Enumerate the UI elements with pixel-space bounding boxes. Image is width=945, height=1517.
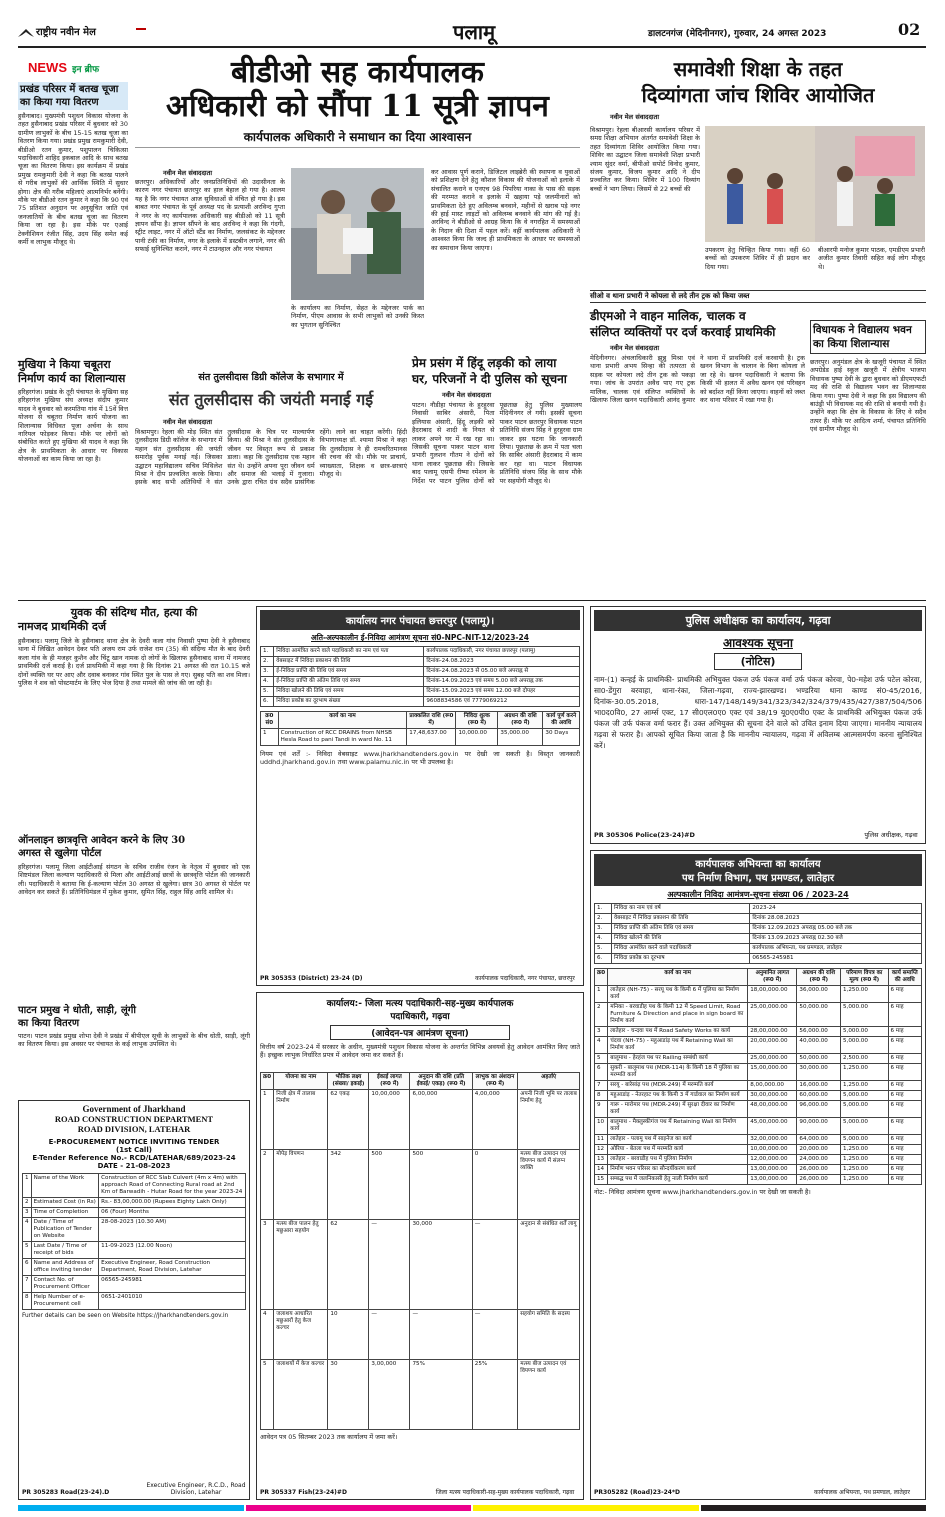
rcd-ref: E-Tender Reference No.- RCD/LATEHAR/689/2023-24 — [32, 1154, 236, 1162]
police-notice — [590, 606, 926, 844]
np-sign: कार्यपालक पदाधिकारी, नगर पंचायत, छत्तरपुर — [475, 975, 575, 982]
table-row: 14 निर्माण भवन परिसर का सौन्दर्यीकरण कार्य 13,00,000.00 26,000.00 1,250.00 6 माह — [595, 1165, 922, 1175]
rcd-sign: Executive Engineer, R.C.D., Road Division, Latehar — [146, 1482, 246, 1496]
inclusive-title-2: दिव्यांगता जांच शिविर आयोजित — [641, 83, 875, 107]
table-header-row: क्र0 योजना का नाम भौतिक लक्ष्य (संख्या/ इकाई) ईकाई लागत (रू0 में) अनुदान की राशि (प्रति ईकाई/ एकड़) (रू0 में) लाभुक का अंशदान (रू0 में) अहर्ताएं — [261, 1073, 580, 1090]
yuvak-story — [18, 606, 250, 828]
table-row: 5 Last Date / Time of receipt of bids 11-09-2023 (12.00 Noon) — [23, 1242, 246, 1259]
lead-caption: के कार्यालय का निर्माण, सेहत के मद्देनजर पार्क का निर्माण, पीएम आवास के सभी लाभुकों को उनकी किस्त का भुगतान सुनिश्चित — [291, 304, 424, 329]
fish-office-1: कार्यालय:- जिला मत्स्य पदाधिकारी-सह-मुख्य कार्यपालक — [326, 999, 514, 1009]
tiny-strip: सीओ व थाना प्रभारी ने कोयला से लदे तीन ट्रक को किया जब्त — [590, 290, 926, 303]
table-row: 1 निजी क्षेत्र में तालाब निर्माण 62 एकड़ 10,00,000 6,00,000 4,00,000 अपनी निजी भूमि पर तालाब निर्माण हेतु — [261, 1090, 580, 1150]
table-row: 1. निविदा का नाम एवं वर्ष 2023-24 — [595, 904, 922, 914]
table-row: 13 लातेहार - बरवाडीह पथ में पुलिया निर्माण 12,00,000.00 24,000.00 1,250.00 6 माह — [595, 1155, 922, 1165]
tulsi-kicker: संत तुलसीदास डिग्री कॉलेज के सभागार में — [198, 372, 344, 383]
inclusive-caption-2: बीआरपी मनोज कुमार पाठक, एमडीएम प्रभारी अजीत कुमार तिवारी सहित कई लोग मौजूद थे। — [818, 246, 925, 271]
news-sub-label: इन ब्रीफ — [72, 65, 100, 75]
lead-photo — [291, 168, 424, 300]
table-row: 5 बालूमाथ - हेरहंज पथ पर Railing सम्बंधी कार्य 25,00,000.00 50,000.00 2,500.00 6 माह — [595, 1054, 922, 1064]
table-row: 12 ओरिया - बेतला पथ में मरम्मति कार्य 10,00,000.00 20,000.00 1,250.00 6 माह — [595, 1145, 922, 1155]
np-office: कार्यालय नगर पंचायत छत्तरपुर (पलामू)। — [260, 610, 580, 630]
online-title-1: ऑनलाइन छात्रवृत्ति आवेदन करने के लिए 30 — [18, 835, 186, 846]
tulsi-body: विश्रामपुर। रेहला की मोड़ स्थित संत तुलसीदास डिग्री कॉलेज के सभागार में महान संत तुलसीदास की जयंती समारोह पूर्वक मनाई गई। जिसका उद्घाटन महाविद्यालय सचिव मिथिलेश मिश्रा ने दीप प्रज्वलित करके किया। इसके बाद सभी अतिथियों ने संत तुलसीदास के चित्र पर माल्यार्पण किया। श्री मिश्रा ने संत तुलसीदास के जीवन पर विस्तृत रूप से प्रकाश डाला। कहा कि तुलसीदास एक महान संत थे। उन्होंने अपना पूरा जीवन धर्म और समाज की भलाई में गुजारा। उनके द्वारा रचित ग्रंथ सदैव प्रासंगिक रहेंगे। लाने का चाहत करेंगी। हिंदी विभागाध्यक्ष डॉ. श्यामा मिश्रा ने कहा कि तुलसीदास ने ही रामचरितमानस की रचना की थी। मौके पर प्राचार्य, व्याख्याता, शिक्षक व छात्र-छात्राएं मौजूद थे। — [135, 428, 407, 487]
fish-table — [260, 1072, 580, 1430]
brief-2-headline: मुखिया ने किया चबूतरा निर्माण कार्य का शिलान्यास — [18, 358, 126, 385]
table-row: 4. निविदा खोलने की तिथि दिनांक 13.09.2023 अपराह्न 02.30 बजे — [595, 934, 922, 944]
rcd-hindi-office-1: कार्यपालक अभियन्ता का कार्यालय — [594, 854, 922, 870]
rcd-english-tender — [18, 1100, 250, 1500]
table-row: 4. ई-निविदा प्राप्ति की अंतिम तिथि एवं समय दिनांक-14.09.2023 एवं समय 5.00 बजे अपराह्न तक — [261, 677, 580, 687]
np-work-table — [260, 711, 580, 746]
patan-title-1: पाटन प्रमुख ने धोती, साड़ी, लूंगी — [18, 1005, 136, 1016]
tulsi-title: संत तुलसीदास की जयंती मनाई गई — [168, 390, 374, 409]
prem-body: पाटन। नौडीहा पंचायत के हुरहुरवा निवासी साबिर अंसारी, पिता इलियास अंसारी, हिंदू लड़की को हैदराबाद से शादी के नियत से लाकर अपने घर में रख रहा था। जिसकी सूचना पाकर पाटन थाना प्रभारी गुलशन गौतम ने दोनों को थाना लाकर पूछताछ की। जिसके बाद पलामू एसपी रीष्मा रमेशन के निर्देश पर पाटन पुलिस दोनों को पूछताछ हेतु पुलिस मुख्यालय मेदिनीनगर ले गयी। इसकी सूचना पाकर पाटन छतरपुर विधायक पाटन प्रतिनिधि संजय सिंह ने हुरहुरवा ग्राम जाकर इस घटना कि जानकारी लिया। पूछताछ के क्रम में पता चला कि साबिर अंसारी हैदराबाद में काम कर रहा था। पाटन विधायक प्रतिनिधि संजय सिंह के साथ मौके पर सहयोगी मौजूद थे। — [412, 401, 582, 485]
rcd-date: DATE - 21-08-2023 — [97, 1162, 171, 1170]
table-row: 15 सम्बद्ध पथ में जलनिकासी हेतु नाली निर्माण कार्य 13,00,000.00 26,000.00 1,250.00 6 माह — [595, 1175, 922, 1185]
prem-byline: नवीन मेल संवाददाता — [442, 391, 491, 399]
table-row: 10 बालूमाथ - मैक्लुस्कीगंज पथ में Retaining Wall का निर्माण कार्य 45,00,000.00 90,000.00 5,000.00 6 माह — [595, 1118, 922, 1135]
table-row: 7 सरयू - बारेसांढ़ पथ (MDR-249) में मरम्मति कार्य 8,00,000.00 16,000.00 1,250.00 6 माह — [595, 1081, 922, 1091]
rcd-hindi-notice: अल्पकालीन निविदा आमंत्रण-सूचना संख्या 06 / 2023-24 — [667, 890, 849, 899]
tulsi-byline: नवीन मेल संवाददाता — [163, 418, 212, 426]
rcd-div: ROAD DIVISION, LATEHAR — [77, 1124, 191, 1134]
dmo-title-2: संलिप्त व्यक्तियों पर दर्ज करवाई प्राथमिकी — [590, 325, 776, 339]
inclusive-caption: उपकरण हेतु चिन्हित किया गया। वहीं 60 बच्चों को उपकरण शिविर में ही प्रदान कर दिया गया। — [705, 246, 810, 271]
brief-2-body: हरिहरगंज। प्रखंड के तूरी पंचायत के मुखिया सह हरिहरगंज मुखिया संघ अध्यक्ष संदीप कुमार यादव ने बुधवार को करमतिया गांव में 15वें वित्त योजना से चबूतरा निर्माण कार्य योजना का शिलान्यास विधिवत पूजा अर्चना के साथ नारियल फोड़कर किया। मौके पर लोगों को संबोधित करते हुए मुखिया श्री यादव ने कहा कि क्षेत्र के प्राथमिकता के आधार पर विकास योजनाओं का काम किया जा रहा है। — [18, 388, 128, 464]
table-row: 2. वेबसाइट में निविदा प्रकाशन की तिथि दिनांक 28.08.2023 — [595, 914, 922, 924]
table-row: 7 Contact No. of Procurement Officer 06565-245981 — [23, 1276, 246, 1293]
police-sub: (नोटिस) — [714, 653, 802, 670]
rcd-call: (1st Call) — [116, 1146, 152, 1154]
dmo-title-1: डीएमओ ने वाहन मालिक, चालक व — [590, 309, 746, 323]
rcd-dept: ROAD CONSTRUCTION DEPARTMENT — [54, 1114, 214, 1124]
rcd-pr: PR 305283 Road(23-24).D — [22, 1489, 110, 1496]
dateline: डालटनगंज (मेदिनीनगर), गुरुवार, 24 अगस्त 2023 — [648, 29, 827, 39]
table-row: 1 Construction of RCC DRAINS from NHSB Hesla Road to pani Tandi in ward No. 11 17,48,637.00 10,000.00 35,000.00 30 Days — [261, 729, 580, 746]
table-row: 11 लातेहार - पलामू पथ में साइनेज का कार्य 32,00,000.00 64,000.00 5,000.00 6 माह — [595, 1135, 922, 1145]
online-body: हरिहरगंज। पलामू जिला आईटीआई संगठन के सचिव राजीव रंजन के नेतृत्व में बुधवार को एक शिष्टमंडल जिला कल्याण पदाधिकारी से मिला और आईटीआई छात्रों के छात्रवृत्ति पोर्टल की जानकारी ली। पदाधिकारी ने बताया कि ई-कल्याण पोर्टल 30 अगस्त से खुलेगा। छात्र 30 अगस्त से पोर्टल पर आवेदन कर सकते हैं। प्रतिनिधिमंडल में मुकेश कुमार, सुमित सिंह, राहुल सिंह आदि शामिल थे। — [18, 863, 250, 897]
table-row: 6 सुकरी - बालूमाथ पथ (MDR-114) के किमी 18 में पुलिया का मरम्मति कार्य 15,00,000.00 30,000.00 1,250.00 6 माह — [595, 1064, 922, 1081]
np-terms: नियम एवं शर्तें :- निविदा वेबसाइट www.jharkhandtenders.gov.in पर देखी जा सकती है। विस्तृत जानकारी uddhd.jharkhand.gov.in तथा www.palamu.nic.in पर भी उपलब्ध है। — [260, 750, 580, 767]
brief-1-body: हुसैनाबाद। मुख्यमंत्री पशुधन विकास योजना के तहत हुसैनाबाद प्रखंड परिसर में बुधवार को 30 ग्रामीण लाभुकों के बीच 15-15 बतख चूजा का वितरण किया गया। प्रखंड प्रमुख रामकुमारी देवी, बीडीओ रतन कुमार, पशुपालन चिकित्सा पदाधिकारी शाहिद इकबाल आदि के साथ बतख चूजा का वितरण किया। इस कार्यक्रम में प्रखंड प्रमुख रामकुमारी देवी ने कहा कि बतख पालने से गरीब लाभुकों की आर्थिक स्थिति में सुधार होगा। क्षेत्र की गरीब महिलाएं आत्मनिर्भर बनेंगी। मौके पर बीडीओ रतन कुमार ने कहा कि 90 एवं 75 प्रतिशत अनुदान पर अनुसूचित जाति एवं जनजातियों के बीच बतख चूजा का वितरण किया जा रहा है। इस मौके पर एआई टेक्नीशियन रंजीत सिंह, उदय सिंह समेत कई कर्मी व लाभुक मौजूद थे। — [18, 112, 128, 247]
yuvak-title-1: युवक की संदिग्ध मौत, हत्या की — [70, 606, 198, 619]
fish-notice — [256, 992, 584, 1500]
table-row: 3. ई-निविदा प्राप्ति की तिथि एवं समय दिनांक-24.08.2023 से 05.00 बजे अपराह्न से — [261, 667, 580, 677]
online-title-2: अगस्त से खुलेगा पोर्टल — [18, 848, 102, 859]
tulsi-story — [135, 370, 407, 600]
table-row: 2 मनिका - बरवाडीह पथ के किमी 12 में Speed Limit, Road Furniture & Direction and place in sign board का निर्माण कार्य 25,00,000.00 50,000.00 5,000.00 6 माह — [595, 1003, 922, 1027]
vidhayak-title: विधायक ने विद्यालय भवन का किया शिलान्यास — [810, 320, 926, 354]
table-header-row: क्र0 सं0 कार्य का नाम प्राक्कलित राशि (रू0 में) निविदा शुल्क (रू0 में) अग्रधन की राशि (रू0 में) कार्य पूर्ण करने की अवधि — [261, 712, 580, 729]
np-tender — [256, 606, 584, 986]
rcd-hindi-note: नोट:- निविदा आमंत्रण सूचना www.jharkhandtenders.gov.in पर देखी जा सकती है। — [594, 1188, 811, 1196]
lead-title-2: अधिकारी को सौंपा 11 सूत्री ज्ञापन — [166, 89, 549, 124]
table-row: 8 Help Number of e-Procurement cell 0651-2401010 — [23, 1293, 246, 1310]
lead-body-1: छतरपुर। अधिकारियों और जनप्रतिनिधियों की उदासीनता के कारण नगर पंचायत छतरपुर का हाल बेहाल हो गया है। आलम यह है कि नगर पंचायत आज सुविधाओं से वंचित हो गया है। इस बाबत नगर पंचायत के पूर्व अध्यक्ष पद के प्रत्याशी अरविन्द गुप्ता ने नगर के नए कार्यपालक अधिकारी सह बीडीओ को 11 सूत्री ज्ञापन सौंपा है। ज्ञापन सौंपने के बाद अरविन्द ने कहा कि गंदगी, स्ट्रीट लाइट, नगर में ऑटो स्टैंड का निर्माण, जलसंकट के मद्देनजर पानी टंकी का निर्माण, नगर के इलाके में डस्टबीन लगाने, नगर की सफाई सुनिश्चित कराने, नगर में टाउनहाल और नगर पंचायत — [135, 178, 285, 254]
color-swatch — [701, 1505, 927, 1511]
table-row: 2 Estimated Cost (in Rs) Rs.- 83,00,000.00 (Rupees Eighty Lakh Only) — [23, 1198, 246, 1208]
inclusive-body: विश्रामपुर। रेहला बीआरसी कार्यालय परिसर में समग्र शिक्षा अभियान अंतर्गत समावेशी शिक्षा के तहत दिव्यांगता शिविर आयोजित किया गया। शिविर का उद्घाटन जिला समावेशी शिक्षा प्रभारी श्याम सुंदर वर्मा, बीपीओ सपोर्ट विनोद कुमार, संजय कुमार, विजय कुमार आदि ने दीप प्रज्वलित कर किया। शिविर में 100 दिव्यांग बच्चों ने भाग लिया। जिसमें से 22 बच्चों की — [590, 126, 700, 193]
np-notice-no: अति-अल्पकालीन ई-निविदा आमंत्रण सूचना सं0-NPC-NIT-12/2023-24 — [311, 633, 529, 642]
np-info-table — [260, 646, 580, 707]
rcd-gov: Government of Jharkhand — [82, 1104, 186, 1114]
fish-office-2: पदाधिकारी, गढ़वा — [390, 1012, 450, 1022]
rcd-hindi-sign: कार्यपालक अभियन्ता, पथ प्रमण्डल, लातेहार — [814, 1489, 910, 1496]
fish-title: (आवेदन-पत्र आमंत्रण सूचना) — [330, 1025, 510, 1040]
edition-name: पलामू — [453, 20, 496, 44]
lead-story — [135, 56, 580, 366]
color-swatch — [18, 1505, 244, 1511]
table-row: 2. वेबसाइट में निविदा प्रकाशन की तिथि दिनांक-24.08.2023 — [261, 657, 580, 667]
yuvak-body: हुसैनाबाद। पलामू जिले के हुसैनाबाद थाना क्षेत्र के देवरी कला गांव निवासी पुष्पा देवी ने हुसैनाबाद थाना में लिखित आवेदन देकर पति अजय राम उर्फ राजेश राम (35) की संदिग्ध मौत के बाद देवरी कला गांव के ही मजहर कुशैन और चिंटू खान नामक दो लोगों के खिलाफ हुसैनाबाद थाना में नामजद प्राथमिकी दर्ज कराई है। दर्ज प्राथमिकी में कहा गया है कि दिनांक 21 अगस्त की रात 10.15 बजे दोनों व्यक्ति घर पर आए और दवाब बनाकर गांव स्थित पुल के पास ले गए। सुबह पति का शव मिला। पुलिस ने शव को पोस्टमार्टम के लिए भेज दिया है तथा मामले की जांच की जा रही है। — [18, 637, 250, 688]
lead-title-1: बीडीओ सह कार्यपालक — [231, 55, 484, 90]
brief-1 — [18, 82, 128, 352]
lead-body-2: कर आवास पूर्ण कराने, डिजिटल लाइब्रेरी की स्थापना व युवाओं को प्रशिक्षण देने हेतु कौशल विकास की योजनाओं को इलाके में संचालित कराने व एनएच 98 पिपरिया नाका के पास की सड़क की मरम्मत कराने व इलाके में खहाया पड़े जलमीनारों को प्राथमिकता देते हुए अविलम्ब बनवाने, महीनों से खराब पड़े नगर की हाई मास्ट लाइटों को अविलम्ब बनवाने की मांग की गई है। अरविन्द ने बीडीओ से आग्रह किया कि वे नगरहित में समस्याओं के निदान की दिशा में पहल करें। वहीं कार्यपालक अधिकारी ने आश्वस्त किया कि जल्द ही प्राथमिकता के आधार पर समस्याओं का समाधान किया जाएगा। — [431, 168, 580, 252]
table-row: 3 मत्स्य बीज पालन हेतु मछुआरा सहयोग 62 — 30,000 — अनुदान से संबंधित शर्तें लागू — [261, 1220, 580, 1310]
inclusive-photo — [705, 126, 925, 242]
prem-title-1: प्रेम प्रसंग में हिंदू लड़की को लाया — [412, 356, 557, 370]
prem-story — [412, 355, 582, 595]
masthead — [18, 16, 926, 46]
table-header-row: क्र0 कार्य का नाम अनुमानित लागत (रू0 में) अग्रधन की राशि (रू0 में) परिमाण विपत्र का मूल्य (रू0 में) कार्य समाप्ति की अवधि — [595, 969, 922, 986]
table-row: 5 जलाशयों में केज कल्चर 30 3,00,000 75% 25% मत्स्य बीज उत्पादन एवं विपणन कार्य — [261, 1360, 580, 1430]
brief-1-headline: प्रखंड परिसर में बतख चूजा का किया गया वितरण — [18, 82, 128, 110]
vidhayak-story — [810, 320, 926, 575]
table-row: 6. निविदा प्रकोष्ठ का दूरभाष संख्या 9608834586 एवं 7779069212 — [261, 697, 580, 707]
dmo-story — [590, 308, 805, 576]
fish-intro: वित्तीय वर्ष 2023-24 में सरकार के अधीन, मुख्यमंत्री पशुधन विकास योजना के अन्तर्गत विभिन्न अवयवों हेतु आवेदन आमंत्रित किए जाते हैं। इच्छुक लाभुक निर्धारित प्रपत्र में आवेदन जमा कर सकते हैं। — [260, 1043, 580, 1060]
inclusive-title-1: समावेशी शिक्षा के तहत — [673, 57, 843, 81]
paper-name: राष्ट्रीय नवीन मेल — [36, 27, 96, 38]
table-row: 3 लातेहार - चन्दवा पथ में Road Safety Works का कार्य 28,00,000.00 56,000.00 5,000.00 6 माह — [595, 1027, 922, 1037]
table-row: 1. निविदा आमंत्रित करने वाले पदाधिकारी का नाम एवं पता कार्यपालक पदाधिकारी, नगर पंचायत छत्तरपुर (पलामू) — [261, 647, 580, 657]
inclusive-byline: नवीन मेल संवाददाता — [610, 113, 659, 121]
police-title: आवश्यक सूचना — [723, 636, 793, 650]
masthead-dots — [136, 28, 146, 34]
masthead-rule — [18, 46, 926, 48]
brief-2 — [18, 358, 128, 594]
prem-title-2: घर, परिजनों ने दी पुलिस को सूचना — [412, 372, 567, 386]
rcd-footer-note: Further details can be seen on Website https://jharkhandtenders.gov.in — [22, 1313, 229, 1319]
rcd-notice: E-PROCUREMENT NOTICE INVITING TENDER — [48, 1138, 220, 1146]
rcd-hindi-works-table — [594, 968, 922, 1185]
patan-body: पाटन। पाटन प्रखंड प्रमुख शोभा देवी ने प्रखंड में बीपीएल सूची के लाभुकों के बीच धोती, साड़ी, लूंगी का वितरण किया। इस अवसर पर पंचायत के कई लाभुक उपस्थित थे। — [18, 1032, 250, 1049]
fish-pr: PR 305337 Fish(23-24)#D — [260, 1489, 347, 1496]
footer-register-bar — [18, 1505, 926, 1511]
fish-sign: जिला मत्स्य पदाधिकारी-सह-मुख्य कार्यपालक पदाधिकारी, गढ़वा — [435, 1489, 575, 1496]
table-row: 3 Time of Completion 06 (Four) Months — [23, 1208, 246, 1218]
police-pr: PR 305306 Police(23-24)#D — [594, 831, 695, 839]
color-swatch — [246, 1505, 472, 1511]
table-row: 5. निविदा खोलने की तिथि एवं समय दिनांक-15.09.2023 एवं समय 12.00 बजे दोपहर — [261, 687, 580, 697]
table-row: 4 जलाशय आधारित मछुआरों हेतु केज कल्चर 10 — — — सहयोग समिति के सदस्य — [261, 1310, 580, 1360]
paper-logo-icon — [18, 24, 34, 34]
rcd-hindi-pr: PR305282 (Road)23-24*D — [594, 1489, 681, 1496]
police-office: पुलिस अधीक्षक का कार्यालय, गढ़वा — [594, 610, 922, 631]
online-story — [18, 834, 250, 1002]
fish-note: आवेदन पत्र 05 सितम्बर 2023 तक कार्यालय में जमा करें। — [260, 1433, 398, 1441]
table-row: 1 लातेहार (NH-75) - सरयू पथ के किमी 6 में पुलिया का निर्माण कार्य 18,00,000.00 36,000.00 1,250.00 6 माह — [595, 986, 922, 1003]
lead-byline: नवीन मेल संवाददाता — [163, 169, 212, 177]
news-label: NEWS — [28, 60, 67, 75]
page-number: 02 — [898, 20, 921, 39]
yuvak-title-2: नामजद प्राथमिकी दर्ज — [18, 620, 107, 633]
rcd-hindi-office-2: पथ निर्माण विभाग, पथ प्रमण्डल, लातेहार — [594, 870, 922, 886]
section-rule — [18, 600, 926, 601]
table-row: 9 गारू - मारोमार पथ (MDR-249) में सुरक्षा दीवार का निर्माण कार्य 48,00,000.00 96,000.00 5,000.00 6 माह — [595, 1101, 922, 1118]
vidhayak-body: छतरपुर। अनुमंडल क्षेत्र के खजूरी पंचायत में स्थित अपग्रेडेड हाई स्कूल खजूरी में क्षेत्रीय भाजपा विधायक पुष्पा देवी के द्वारा बुधवार को डीएमएफटी मद की राशि से विद्यालय भवन का शिलान्यास किया गया। पुष्पा देवी ने कहा कि इस विद्यालय की बाउंड्री भी विधायक मद की राशि से बनायी गयी है। उन्होंने कहा कि क्षेत्र के विकास के लिए वे सदैव तत्पर हैं। मौके पर आदित्य शर्मा, पंचायत प्रतिनिधि एवं ग्रामीण मौजूद थे। — [810, 358, 926, 434]
table-row: 2 मोपेड़ विपणन 342 500 500 0 मत्स्य बीज उत्पादन एवं विपणन कार्य में संलग्न व्यक्ति — [261, 1150, 580, 1220]
police-body: नाम-(1) कन्हई के प्राथमिकी- प्राथमिकी अभियुक्त पंकज उर्फ पंकज वर्मा उर्फ पंकज कोरवा, पे0-महेश उर्फ पटेल कोरवा, सा0-डेंगुरा बरवाहा, थाना-रंका, जिला-गढ़वा, राज्य-झारखण्ड। भण्डरिया थाना काण्ड सं0-45/2016, दिनांक-30.05.2018, धारा-147/148/149/341/323/342/324/379/435/427/387/504/506 भा0द0वि0, 27 आर्म्स एक्ट, 17 सी0एल0ए0 एक्ट एवं 38/19 यू0ए0पी0 एक्ट के प्राथमिकी अभियुक्त पंकज उर्फ पंकज जी उर्फ पंकज वर्मा फरार हैं। उक्त अभियुक्त की सूचना देने वाले को उचित इनाम दिया जाएगा। माननीय न्यायालय गढ़वा से फरार है। आपको सूचित किया जाता है कि माननीय न्यायालय, गढ़वा में अविलम्ब आत्मसमर्पण करना सुनिश्चित करें। — [594, 675, 922, 750]
table-row: 3. निविदा प्राप्ति की अंतिम तिथि एवं समय दिनांक 12.09.2023 अपराह्न 05.00 बजे तक — [595, 924, 922, 934]
table-row: 5. निविदा आमंत्रित करने वाले पदाधिकारी कार्यपालक अभियन्ता, पथ प्रमण्डल, लातेहार — [595, 944, 922, 954]
np-pr: PR 305353 (District) 23-24 (D) — [260, 975, 363, 982]
table-row: 6. निविदा प्रकोष्ठ का दूरभाष 06565-245981 — [595, 954, 922, 964]
patan-story — [18, 1004, 250, 1094]
table-row: 6 Name and Address of office inviting tender Executive Engineer, Road Construction Department, Road Division, Latehar — [23, 1259, 246, 1276]
inclusive-story — [590, 56, 926, 284]
table-row: 8 महुआडांड़ - नेतरहाट पथ के किमी 3 में गार्डवाल का निर्माण कार्य 30,00,000.00 60,000.00 5,000.00 6 माह — [595, 1091, 922, 1101]
rcd-hindi-info-table — [594, 903, 922, 964]
rcd-hindi-tender — [590, 850, 926, 1500]
table-row: 1 Name of the Work Construction of RCC Slab Culvert (4m x 4m) with approach Road of Connecting Rural road at 2nd Km of Barwadih - Hutar Road for the year 2023-24 — [23, 1174, 246, 1198]
news-brief-label — [28, 57, 128, 75]
dmo-body: मेदिनीनगर। अंचलाधिकारी झुन्नु मिश्रा एवं थाना प्रभारी अभय सिन्हा की तत्परता से सड़क पर कोयला लदे तीन ट्रक को पकड़ा गया। जांच के उपरांत अवैध पाए गए ट्रक मालिक, चालक एवं संलिप्त व्यक्तियों के खिलाफ जिला खनन पदाधिकारी आनंद कुमार ने थाना में प्राथमिकी दर्ज करवायी है। ट्रक खनन विभाग के चालान के बिना कोयला ले जा रहे थे। खनन पदाधिकारी ने बताया कि किसी भी हालत में अवैध खनन एवं परिवहन को बर्दाश्त नहीं किया जाएगा। वाहनों को जब्त कर थाना परिसर में रखा गया है। — [590, 354, 805, 405]
lead-subtitle: कार्यपालक अधिकारी ने समाधान का दिया आश्वासन — [135, 128, 580, 148]
patan-title-2: का किया वितरण — [18, 1018, 80, 1029]
table-row: 4 चंदवा (NH-75) - महुआडांड़ पथ में Retaining Wall का निर्माण कार्य 20,00,000.00 40,000.00 5,000.00 6 माह — [595, 1037, 922, 1054]
table-row: 4 Date / Time of Publication of Tender on Website 28-08-2023 (10.30 AM) — [23, 1218, 246, 1242]
color-swatch — [473, 1505, 699, 1511]
police-sign: पुलिस अधीक्षक, गढ़वा — [864, 831, 918, 839]
rcd-english-table — [22, 1173, 246, 1310]
dmo-byline: नवीन मेल संवाददाता — [610, 344, 659, 352]
